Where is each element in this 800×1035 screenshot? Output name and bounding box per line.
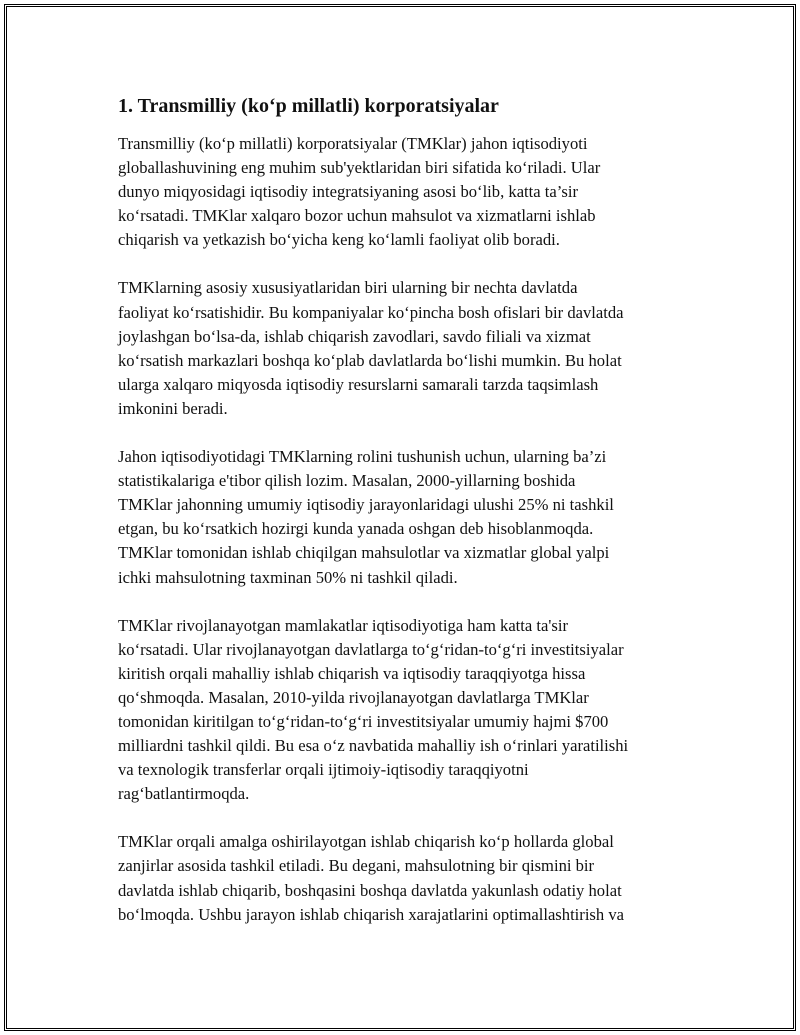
section-heading: 1. Transmilliy (ko‘p millatli) korporatsiyalar — [118, 95, 499, 117]
text-line: Jahon iqtisodiyotidagi TMKlarning rolini tushunish uchun, ularning ba’zi — [118, 447, 607, 467]
text-line: milliardni tashkil qildi. Bu esa o‘z navbatida mahalliy ish o‘rinlari yaratilishi — [118, 736, 629, 756]
text-line: TMKlar rivojlanayotgan mamlakatlar iqtisodiyotiga ham katta ta'sir — [118, 615, 568, 635]
text-line: ko‘rsatadi. Ular rivojlanayotgan davlatlarga to‘g‘ridan-to‘g‘ri investitsiyalar — [118, 639, 624, 659]
text-line: TMKlarning asosiy xususiyatlaridan biri ularning bir nechta davlatda — [118, 278, 578, 298]
text-line: bo‘lmoqda. Ushbu jarayon ishlab chiqarish xarajatlarini optimallashtirish va — [118, 904, 624, 924]
text-line: ularga xalqaro miqyosda iqtisodiy resurslarni samarali tarzda taqsimlash — [118, 374, 599, 394]
text-line: TMKlar tomonidan ishlab chiqilgan mahsulotlar va xizmatlar global yalpi — [118, 543, 610, 563]
text-line: kiritish orqali mahalliy ishlab chiqarish va iqtisodiy taraqqiyotga hissa — [118, 663, 586, 683]
text-line: zanjirlar asosida tashkil etiladi. Bu degani, mahsulotning bir qismini bir — [118, 856, 595, 876]
text-line: chiqarish va yetkazish bo‘yicha keng ko‘lamli faoliyat olib boradi. — [118, 230, 560, 250]
text-line: ko‘rsatadi. TMKlar xalqaro bozor uchun mahsulot va xizmatlarni ishlab — [118, 206, 596, 226]
text-line: tomonidan kiritilgan to‘g‘ridan-to‘g‘ri investitsiyalar umumiy hajmi $700 — [118, 711, 609, 731]
text-line: imkonini beradi. — [118, 398, 228, 418]
text-line: va texnologik transferlar orqali ijtimoiy-iqtisodiy taraqqiyotni — [118, 760, 529, 780]
paragraph — [118, 830, 688, 926]
text-line: TMKlar orqali amalga oshirilayotgan ishlab chiqarish ko‘p hollarda global — [118, 832, 614, 852]
paragraph — [118, 132, 688, 252]
text-line: joylashgan bo‘lsa-da, ishlab chiqarish zavodlari, savdo filiali va xizmat — [118, 326, 591, 346]
text-line: davlatda ishlab chiqarib, boshqasini boshqa davlatda yakunlash odatiy holat — [118, 880, 622, 900]
text-line: faoliyat ko‘rsatishidir. Bu kompaniyalar ko‘pincha bosh ofislari bir davlatda — [118, 302, 624, 322]
text-line: globallashuvining eng muhim sub'yektlaridan biri sifatida ko‘riladi. Ular — [118, 158, 601, 178]
document-body — [118, 94, 688, 927]
paragraph — [118, 276, 688, 421]
text-line: ko‘rsatish markazlari boshqa ko‘plab davlatlarda bo‘lishi mumkin. Bu holat — [118, 350, 622, 370]
text-line: rag‘batlantirmoqda. — [118, 784, 250, 804]
paragraph — [118, 614, 688, 807]
text-line: TMKlar jahonning umumiy iqtisodiy jarayonlaridagi ulushi 25% ni tashkil — [118, 495, 614, 515]
text-line: statistikalariga e'tibor qilish lozim. Masalan, 2000-yillarning boshida — [118, 471, 576, 491]
text-line: etgan, bu ko‘rsatkich hozirgi kunda yanada oshgan deb hisoblanmoqda. — [118, 519, 594, 539]
paragraph-list — [118, 132, 688, 927]
text-line: dunyo miqyosidagi iqtisodiy integratsiyaning asosi bo‘lib, katta ta’sir — [118, 182, 578, 202]
paragraph — [118, 445, 688, 590]
text-line: Transmilliy (ko‘p millatli) korporatsiyalar (TMKlar) jahon iqtisodiyoti — [118, 134, 588, 153]
text-line: qo‘shmoqda. Masalan, 2010-yilda rivojlanayotgan davlatlarga TMKlar — [118, 687, 589, 707]
text-line: ichki mahsulotning taxminan 50% ni tashkil qiladi. — [118, 567, 458, 587]
